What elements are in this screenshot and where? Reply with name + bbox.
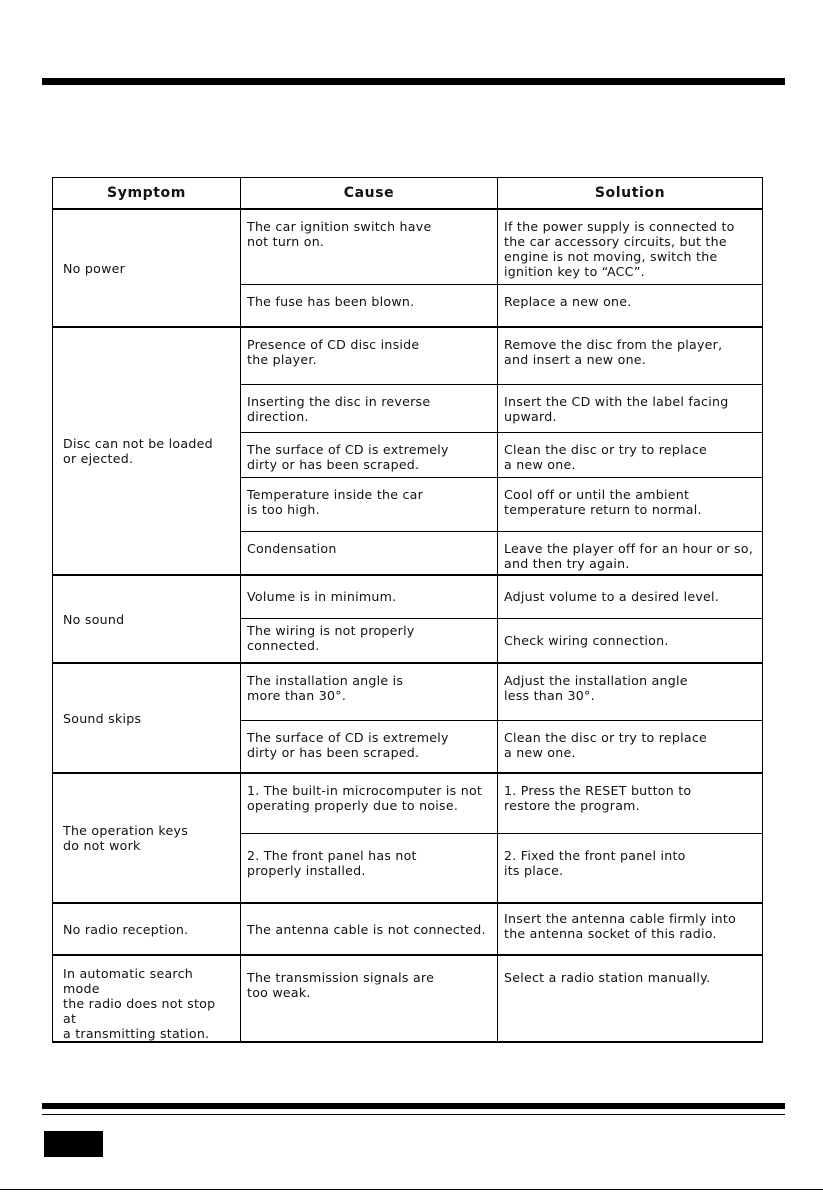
bottom-edge-line — [0, 1189, 823, 1190]
symptom-cell: No radio reception. — [53, 903, 241, 955]
cause-cell: The wiring is not properly connected. — [241, 618, 498, 663]
solution-cell: Remove the disc from the player, and insert a new one. — [498, 327, 763, 384]
page-number-tab — [44, 1131, 103, 1157]
solution-cell: 2. Fixed the front panel into its place. — [498, 833, 763, 903]
table-header-row — [53, 178, 763, 210]
header-cause: Cause — [241, 178, 498, 210]
cause-cell: 1. The built-in microcomputer is not operating properly due to noise. — [241, 773, 498, 833]
cause-cell: Volume is in minimum. — [241, 575, 498, 618]
solution-cell: Select a radio station manually. — [498, 955, 763, 1042]
solution-cell: Clean the disc or try to replace a new one. — [498, 432, 763, 477]
solution-cell: Adjust the installation angle less than 30°. — [498, 663, 763, 720]
cause-cell: The fuse has been blown. — [241, 284, 498, 327]
footer-rule-thick — [42, 1103, 785, 1109]
symptom-cell: The operation keys do not work — [53, 773, 241, 903]
table-row — [53, 663, 763, 720]
cause-cell: The transmission signals are too weak. — [241, 955, 498, 1042]
footer-rule-thin — [42, 1114, 785, 1115]
table-row — [53, 575, 763, 618]
solution-cell: Insert the CD with the label facing upward. — [498, 384, 763, 432]
solution-cell: Replace a new one. — [498, 284, 763, 327]
solution-cell: Check wiring connection. — [498, 618, 763, 663]
cause-cell: Temperature inside the car is too high. — [241, 477, 498, 531]
cause-cell: Inserting the disc in reverse direction. — [241, 384, 498, 432]
solution-cell: 1. Press the RESET button to restore the program. — [498, 773, 763, 833]
cause-cell: 2. The front panel has not properly installed. — [241, 833, 498, 903]
solution-cell: If the power supply is connected to the car accessory circuits, but the engine is not moving, switch the ignition key to “ACC”. — [498, 209, 763, 284]
symptom-cell: No sound — [53, 575, 241, 663]
cause-cell: The installation angle is more than 30°. — [241, 663, 498, 720]
top-rule — [42, 78, 785, 85]
cause-cell: Condensation — [241, 531, 498, 575]
solution-cell: Adjust volume to a desired level. — [498, 575, 763, 618]
cause-cell: The antenna cable is not connected. — [241, 903, 498, 955]
header-symptom: Symptom — [53, 178, 241, 210]
cause-cell: The car ignition switch have not turn on. — [241, 209, 498, 284]
symptom-cell: Sound skips — [53, 663, 241, 773]
solution-cell: Leave the player off for an hour or so, and then try again. — [498, 531, 763, 575]
cause-cell: The surface of CD is extremely dirty or has been scraped. — [241, 720, 498, 773]
table-row — [53, 955, 763, 1042]
symptom-cell: No power — [53, 209, 241, 327]
solution-cell: Cool off or until the ambient temperature return to normal. — [498, 477, 763, 531]
symptom-cell: Disc can not be loaded or ejected. — [53, 327, 241, 575]
solution-cell: Clean the disc or try to replace a new one. — [498, 720, 763, 773]
solution-cell: Insert the antenna cable firmly into the antenna socket of this radio. — [498, 903, 763, 955]
troubleshooting-table — [52, 177, 763, 1043]
cause-cell: The surface of CD is extremely dirty or has been scraped. — [241, 432, 498, 477]
symptom-cell: In automatic search mode the radio does not stop at a transmitting station. — [53, 955, 241, 1042]
table-row — [53, 327, 763, 384]
table-row — [53, 773, 763, 833]
cause-cell: Presence of CD disc inside the player. — [241, 327, 498, 384]
table-row — [53, 903, 763, 955]
header-solution: Solution — [498, 178, 763, 210]
table-row — [53, 209, 763, 284]
